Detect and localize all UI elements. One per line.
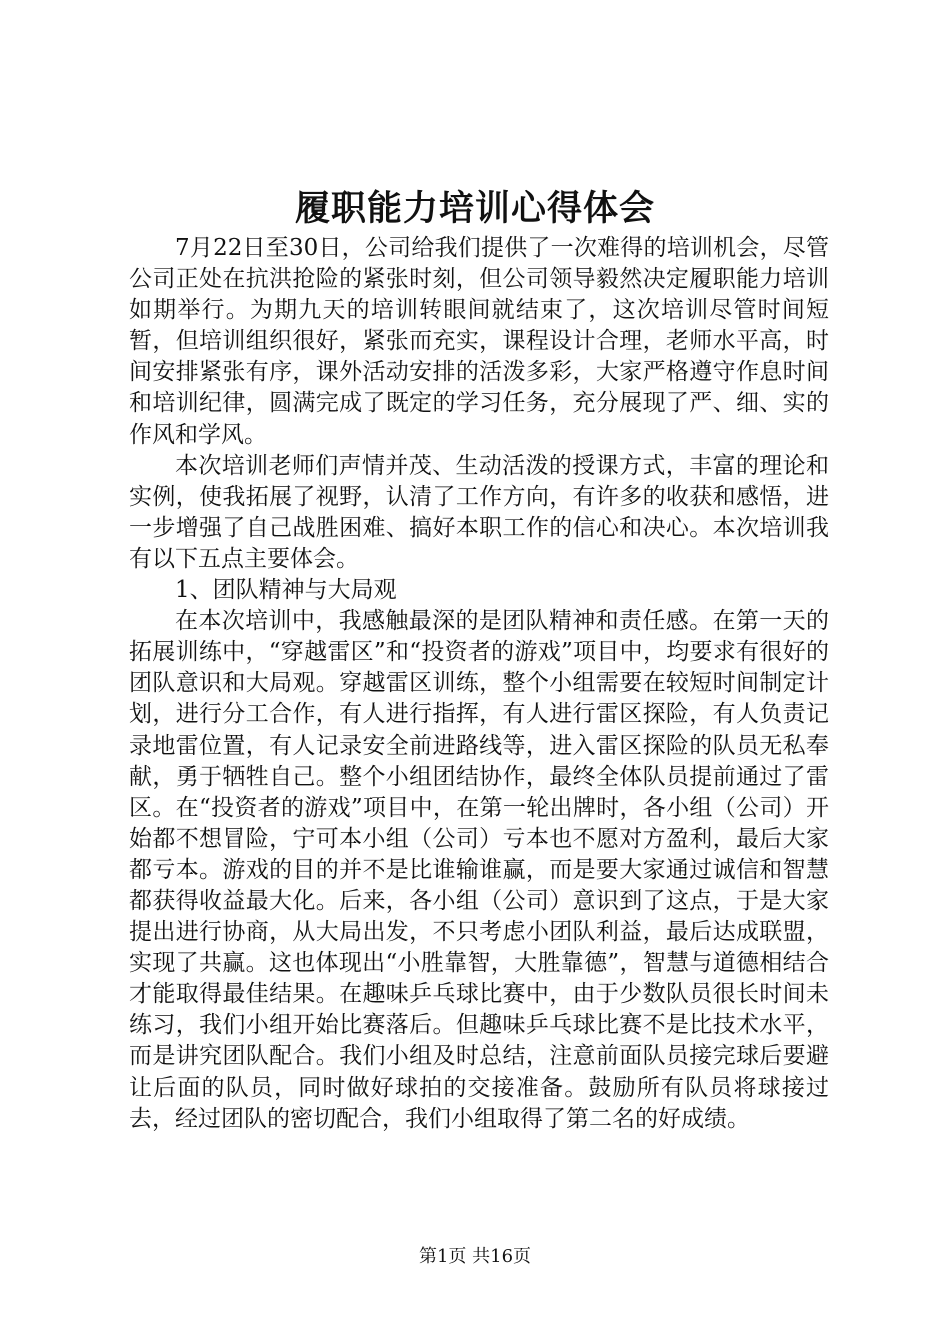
- document-body: [129, 233, 829, 1135]
- document-title: 履职能力培训心得体会: [294, 188, 655, 229]
- paragraph-summary: 本次培训老师们声情并茂、生动活泼的授课方式，丰富的理论和实例，使我拓展了视野，认清了工作方向，有许多的收获和感悟，进一步增强了自己战胜困难、搞好本职工作的信心和决心。本次培训我有以下五点主要体会。: [129, 452, 829, 572]
- paragraph-intro: 7月22日至30日，公司给我们提供了一次难得的培训机会，尽管公司正处在抗洪抢险的紧张时刻，但公司领导毅然决定履职能力培训如期举行。为期九天的培训转眼间就结束了，这次培训尽管时间短暂，但培训组织很好，紧张而充实，课程设计合理，老师水平高，时间安排紧张有序，课外活动安排的活泼多彩，大家严格遵守作息时间和培训纪律，圆满完成了既定的学习任务，充分展现了严、细、实的作风和学风。: [129, 235, 829, 448]
- page-footer: 第1页 共16页: [418, 1246, 532, 1267]
- section-heading: 1、团队精神与大局观: [175, 577, 397, 604]
- paragraph-section-1: 在本次培训中，我感触最深的是团队精神和责任感。在第一天的拓展训练中，“穿越雷区”和“投资者的游戏”项目中，均要求有很好的团队意识和大局观。穿越雷区训练，整个小组需要在较短时间制定计划，进行分工合作，有人进行指挥，有人进行雷区探险，有人负责记录地雷位置，有人记录安全前进路线等，进入雷区探险的队员无私奉献，勇于牺牲自己。整个小组团结协作，最终全体队员提前通过了雷区。在“投资者的游戏”项目中，在第一轮出牌时，各小组（公司）开始都不想冒险，宁可本小组（公司）亏本也不愿对方盈利，最后大家都亏本。游戏的目的并不是比谁输谁赢，而是要大家通过诚信和智慧都获得收益最大化。后来，各小组（公司）意识到了这点，于是大家提出进行协商，从大局出发，不只考虑小团队利益，最后达成联盟，实现了共赢。这也体现出“小胜靠智，大胜靠德”，智慧与道德相结合才能取得最佳结果。在趣味乒乓球比赛中，由于少数队员很长时间未练习，我们小组开始比赛落后。但趣味乒乓球比赛不是比技术水平，而是讲究团队配合。我们小组及时总结，注意前面队员接完球后要避让后面的队员，同时做好球拍的交接准备。鼓励所有队员将球接过去，经过团队的密切配合，我们小组取得了第二名的好成绩。: [129, 608, 829, 1132]
